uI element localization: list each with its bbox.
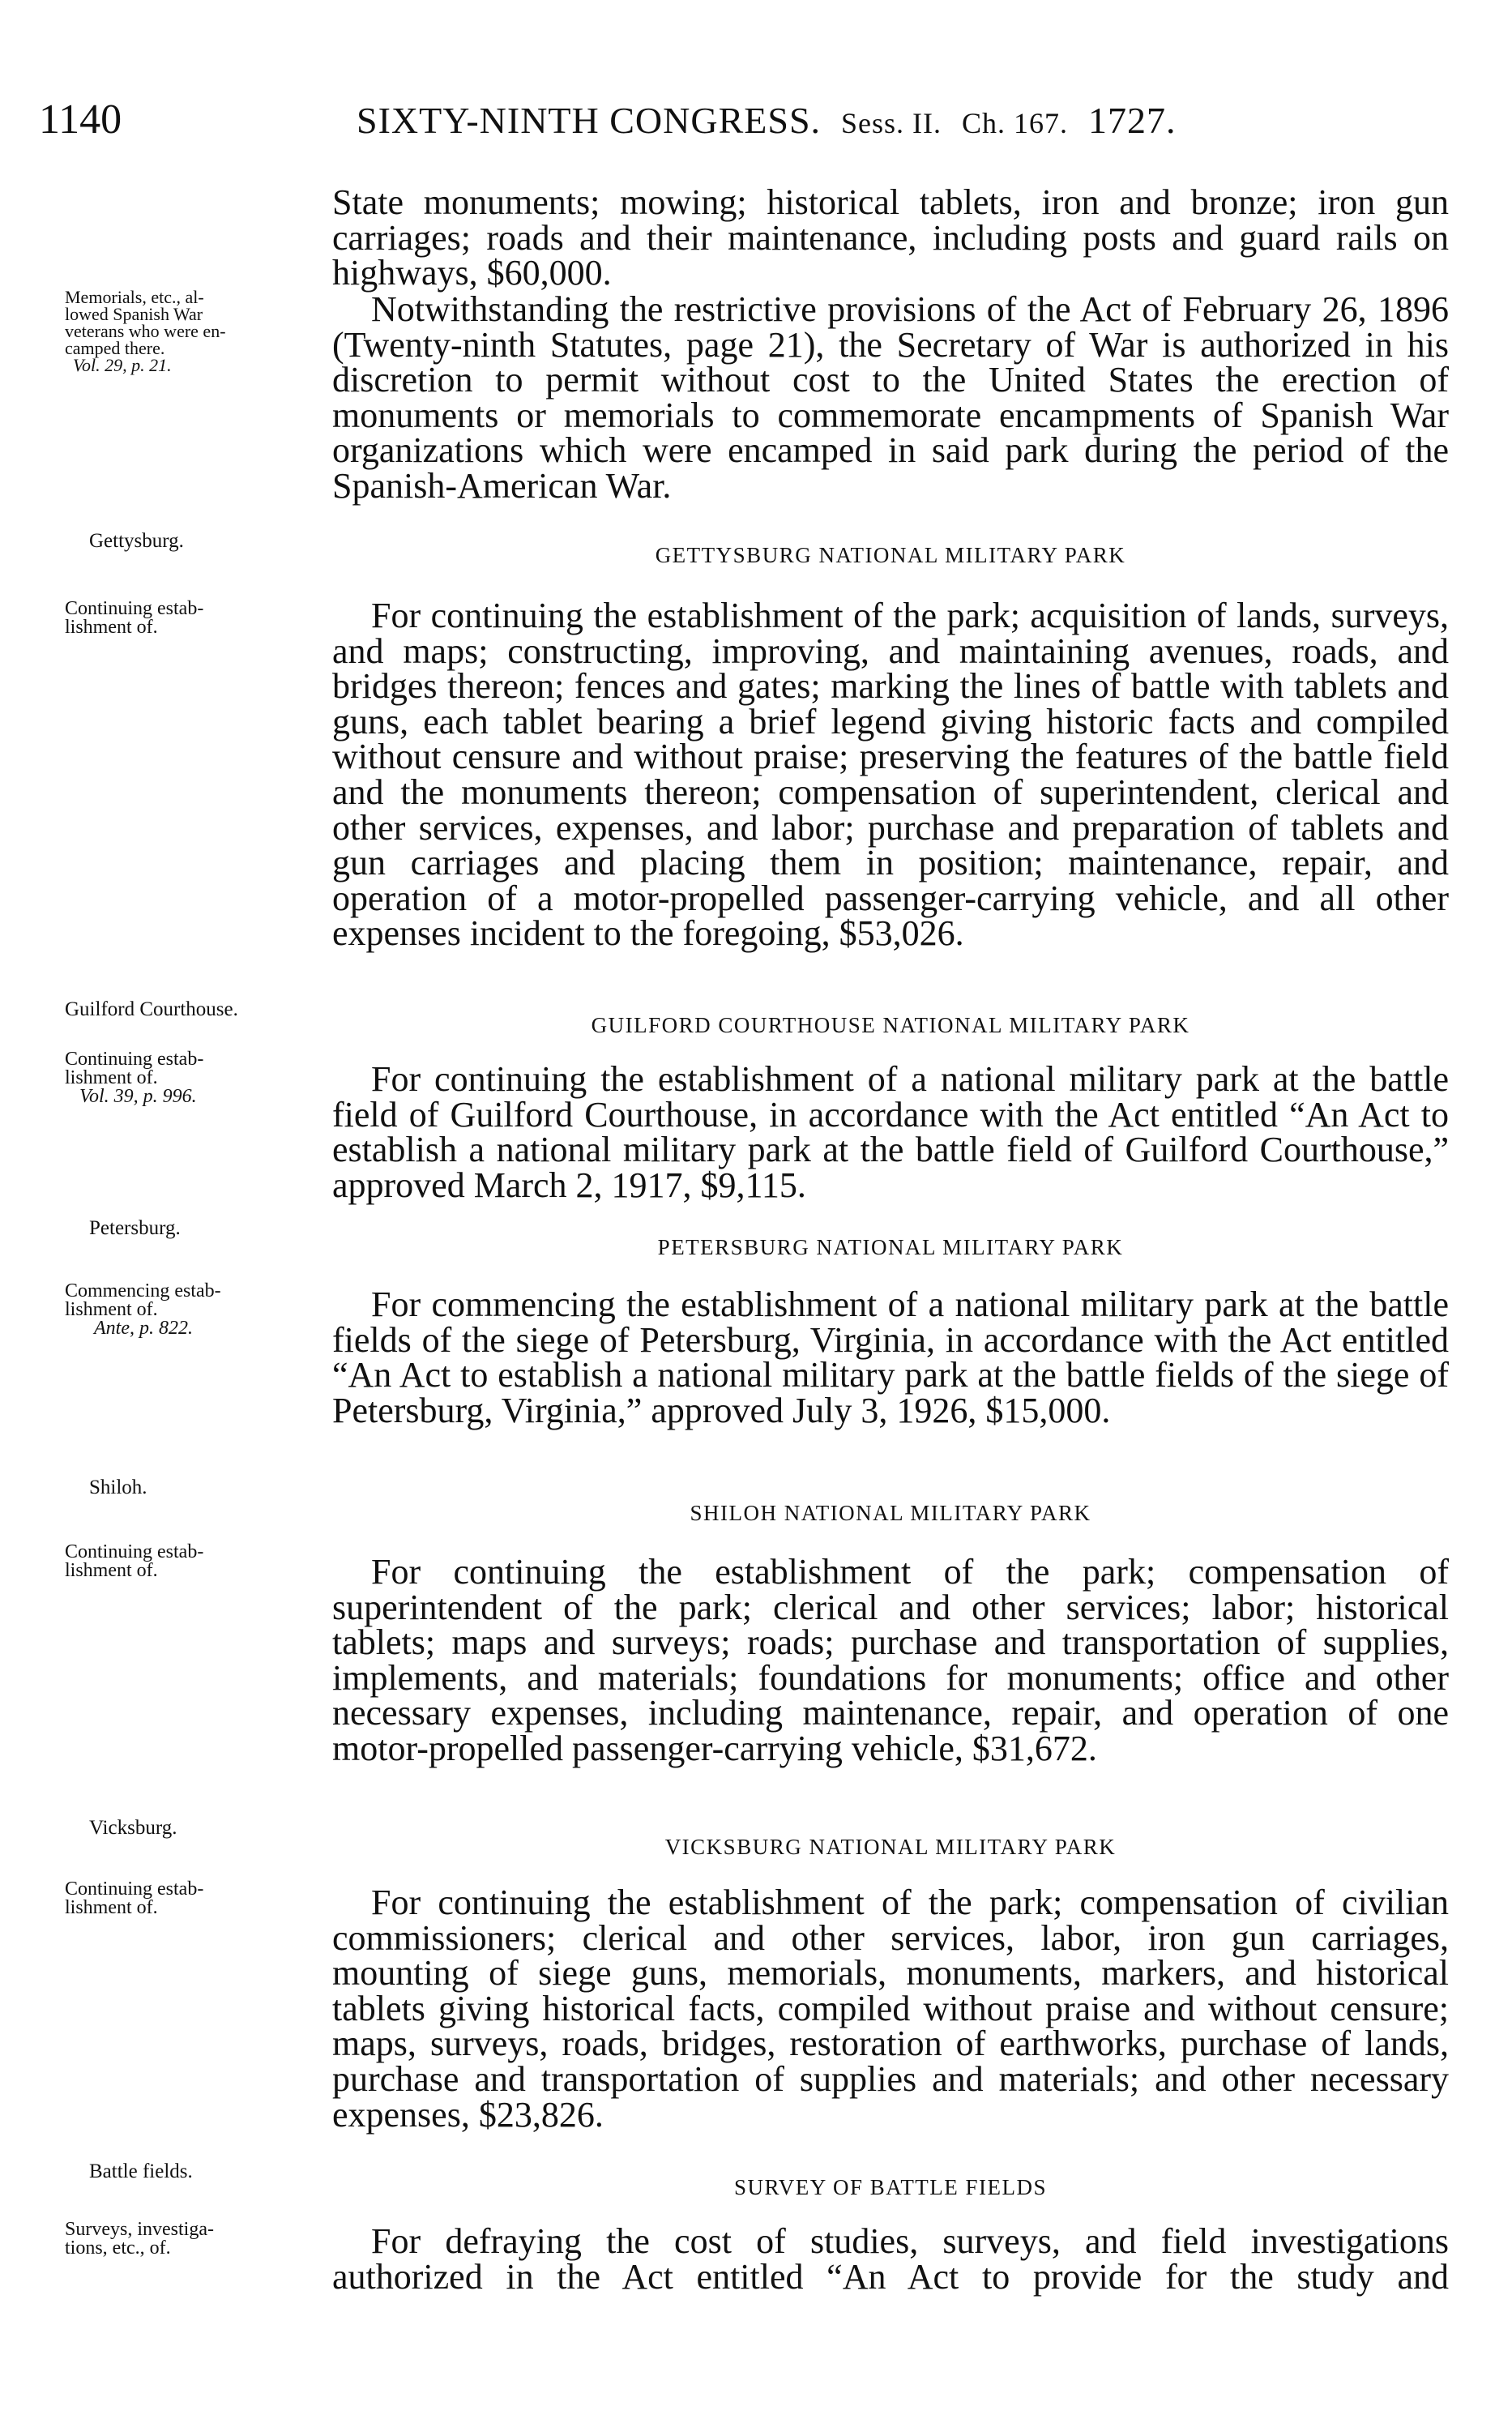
guilford-place-note: Guilford Courthouse. xyxy=(65,998,238,1020)
petersburg-place-note: Petersburg. xyxy=(89,1217,181,1239)
side-note-line: camped there. xyxy=(65,338,165,358)
battle-fields-side-note xyxy=(65,2220,316,2258)
vicksburg-section xyxy=(332,1883,1449,2135)
side-note-line: lowed Spanish War xyxy=(65,304,203,324)
vicksburg-side-note xyxy=(65,1880,316,1917)
guilford-section xyxy=(332,1059,1449,1205)
guilford-heading: GUILFORD COURTHOUSE NATIONAL MILITARY PARK xyxy=(591,1013,1190,1037)
petersburg-section xyxy=(332,1284,1449,1430)
side-note-line: lishment of. xyxy=(65,617,158,638)
side-note-line: veterans who were en- xyxy=(65,321,226,341)
chapter-label: Ch. 167. xyxy=(962,107,1069,139)
shiloh-place-note: Shiloh. xyxy=(89,1477,147,1498)
petersburg-side-note xyxy=(65,1282,316,1338)
side-note-line: Commencing estab- xyxy=(65,1280,221,1301)
opening-paragraph: State monuments; mowing; historical tablets, iron and bronze; iron gun carriages; roads and their maintenance, including posts and guard rails on highways, $60,000. xyxy=(332,182,1449,293)
page-number: 1140 xyxy=(39,96,122,143)
side-note-line: lishment of. xyxy=(65,1067,158,1088)
side-note-line: lishment of. xyxy=(65,1299,158,1320)
side-note-line: Continuing estab- xyxy=(65,1878,204,1900)
gettysburg-heading: GETTYSBURG NATIONAL MILITARY PARK xyxy=(655,543,1126,567)
running-head xyxy=(357,99,1177,142)
side-note-line: tions, etc., of. xyxy=(65,2237,171,2259)
side-note-line: Surveys, investiga- xyxy=(65,2219,214,2240)
side-note-line: Continuing estab- xyxy=(65,1541,204,1562)
opening-section xyxy=(332,182,1449,293)
guilford-side-note xyxy=(65,1050,316,1106)
congress-title: SIXTY-NINTH CONGRESS. xyxy=(357,100,822,141)
side-note-line: lishment of. xyxy=(65,1897,158,1918)
side-note-ref: Ante, p. 822. xyxy=(94,1318,193,1339)
shiloh-paragraph: For continuing the establishment of the park; compensation of superintendent of the park; clerical and other services; labor; historical tablets; maps and surveys; roads; purchase and transportation of supplies, implements, and materials; foundations for monuments; office and other necessary expenses, including maintenance, repair, and operation of one motor-propelled passenger-carrying vehicle, $31,672. xyxy=(332,1552,1449,1768)
memorials-section xyxy=(332,289,1449,506)
side-note-ref: Vol. 39, p. 996. xyxy=(79,1086,197,1107)
year-label: 1727. xyxy=(1088,100,1177,141)
vicksburg-paragraph: For continuing the establishment of the park; compensation of civilian commissioners; clerical and other services, labor, iron gun carriages, mounting of siege guns, memorials, monuments, markers, and historical tablets giving historical facts, compiled without praise and without censure; maps, surveys, roads, bridges, restoration of earthworks, purchase of lands, purchase and transportation of supplies and materials; and other necessary expenses, $23,826. xyxy=(332,1883,1449,2135)
vicksburg-place-note: Vicksburg. xyxy=(89,1817,177,1839)
battle-fields-heading: SURVEY OF BATTLE FIELDS xyxy=(733,2175,1048,2199)
shiloh-heading: SHILOH NATIONAL MILITARY PARK xyxy=(690,1501,1091,1525)
guilford-paragraph: For continuing the establishment of a national military park at the battle field of Guilford Courthouse, in accordance with the Act entitled “An Act to establish a national military park at the battle field of Guilford Courthouse,” approved March 2, 1917, $9,115. xyxy=(332,1059,1449,1205)
gettysburg-place-note: Gettysburg. xyxy=(89,530,184,552)
battle-fields-paragraph: For defraying the cost of studies, surveys, and field investigations authorized in the Act entitled “An Act to provide for the study and xyxy=(332,2221,1449,2297)
side-note-line: Continuing estab- xyxy=(65,598,204,619)
petersburg-heading: PETERSBURG NATIONAL MILITARY PARK xyxy=(657,1235,1124,1259)
petersburg-paragraph: For commencing the establishment of a national military park at the battle fields of the siege of Petersburg, Virginia, in accordance with the Act entitled “An Act to establish a national military park at the battle fields of the siege of Petersburg, Virginia,” approved July 3, 1926, $15,000. xyxy=(332,1284,1449,1430)
gettysburg-side-note xyxy=(65,600,316,637)
side-note-line: Continuing estab- xyxy=(65,1049,204,1070)
vicksburg-heading: VICKSBURG NATIONAL MILITARY PARK xyxy=(664,1835,1117,1859)
gettysburg-section xyxy=(332,596,1449,954)
side-note-line: Memorials, etc., al- xyxy=(65,287,204,307)
memorials-side-note xyxy=(65,288,316,374)
gettysburg-paragraph: For continuing the establishment of the park; acquisition of lands, surveys, and maps; constructing, improving, and maintaining avenues, roads, and bridges thereon; fences and gates; marking the lines of battle with tablets and guns, each tablet bearing a brief legend giving historic facts and compiled without censure and without praise; preserving the features of the battle field and the monuments thereon; compensation of superintendent, clerical and other services, expenses, and labor; purchase and preparation of tablets and gun carriages and placing them in position; maintenance, repair, and operation of a motor-propelled passenger-carrying vehicle, and all other expenses incident to the foregoing, $53,026. xyxy=(332,596,1449,954)
side-note-line: lishment of. xyxy=(65,1560,158,1581)
battle-fields-section xyxy=(332,2221,1449,2297)
shiloh-section xyxy=(332,1554,1449,1767)
side-note-ref: Vol. 29, p. 21. xyxy=(73,355,172,375)
battle-fields-place-note: Battle fields. xyxy=(89,2160,193,2182)
memorials-paragraph: Notwithstanding the restrictive provisions of the Act of February 26, 1896 (Twenty-ninth Statutes, page 21), the Secretary of War is authorized in his discretion to permit without cost to the United States the erection of monuments or memorials to commemorate encampments of Spanish War organizations which were encamped in said park during the period of the Spanish-American War. xyxy=(332,289,1449,506)
session-label: Sess. II. xyxy=(841,107,942,139)
shiloh-side-note xyxy=(65,1543,316,1580)
